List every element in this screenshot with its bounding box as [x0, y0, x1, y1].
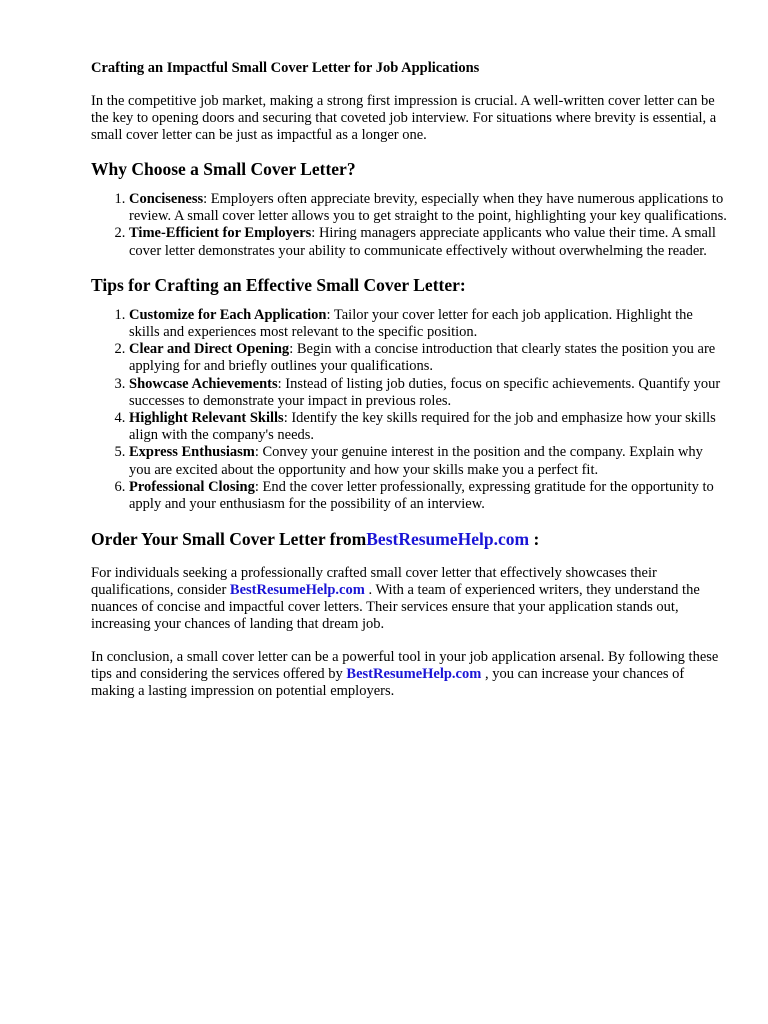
- order-paragraph-text-before: For individuals seeking a professionally crafted small cover letter that effectively showcases their qualifications, consider: [91, 565, 657, 599]
- list-item-text: : Identify the key skills required for the job and emphasize how your skills align with the company's needs.: [129, 410, 716, 444]
- list-item: [129, 191, 727, 225]
- list-item-text: : Instead of listing job duties, focus on specific achievements. Quantify your successes to demonstrate your impact in previous roles.: [129, 375, 721, 409]
- tips-heading: Tips for Crafting an Effective Small Cover Letter:: [91, 274, 466, 295]
- conclusion-paragraph: [91, 649, 727, 700]
- intro-paragraph: In the competitive job market, making a strong first impression is crucial. A well-written cover letter can be the key to opening doors and securing that coveted job interview. For situations where brevity is essential, a small cover letter can be just as impactful as a longer one.: [91, 93, 717, 143]
- list-item-term: Express Enthusiasm: [129, 444, 255, 461]
- conclusion-link[interactable]: BestResumeHelp.com: [346, 666, 482, 683]
- list-item: [129, 225, 727, 259]
- list-item-term: Clear and Direct Opening: [129, 341, 290, 358]
- order-paragraph-text-after: . With a team of experienced writers, they understand the nuances of concise and impactful cover letters. Their services ensure that your application stands out, increasing your chances of landing that dream job.: [91, 582, 700, 633]
- list-item: [129, 479, 727, 513]
- list-item: [129, 307, 727, 341]
- why-heading: Why Choose a Small Cover Letter?: [91, 159, 356, 179]
- document-page: [91, 58, 727, 700]
- conclusion-text-before: In conclusion, a small cover letter can be a powerful tool in your job application arsenal. By following these tips and considering the services offered by: [91, 649, 719, 683]
- order-paragraph: [91, 565, 727, 633]
- conclusion-text-after: , you can increase your chances of making a lasting impression on potential employers.: [91, 666, 685, 700]
- list-item-text: : Convey your genuine interest in the position and the company. Explain why you are excited about the opportunity and how your skills make you a perfect fit.: [129, 444, 703, 478]
- order-heading: [91, 528, 727, 550]
- list-item-text: : Tailor your cover letter for each job application. Highlight the skills and experiences most relevant to the specific position.: [129, 306, 693, 341]
- order-heading-suffix: :: [529, 529, 540, 550]
- list-item-text: : End the cover letter professionally, expressing gratitude for the opportunity to apply and your enthusiasm for the possibility of an interview.: [129, 478, 714, 513]
- list-item-term: Highlight Relevant Skills: [129, 410, 284, 427]
- list-item-term: Time-Efficient for Employers: [129, 225, 312, 242]
- list-item-term: Conciseness: [129, 191, 204, 207]
- list-item-term: Professional Closing: [129, 478, 255, 495]
- list-item-text: : Employers often appreciate brevity, especially when they have numerous applications to review. A small cover letter allows you to get straight to the point, highlighting your key qualifications.: [129, 191, 727, 225]
- list-item: [129, 444, 727, 478]
- order-heading-link[interactable]: BestResumeHelp.com: [366, 529, 530, 550]
- list-item-text: : Hiring managers appreciate applicants who value their time. A small cover letter demonstrates your ability to communicate effectively without overwhelming the reader.: [129, 225, 716, 259]
- list-item: [129, 376, 727, 410]
- tips-list: [91, 307, 727, 513]
- list-item: [129, 341, 727, 375]
- why-list: [91, 191, 727, 260]
- list-item-term: Showcase Achievements: [129, 375, 278, 392]
- order-paragraph-link[interactable]: BestResumeHelp.com: [229, 582, 365, 599]
- order-heading-text: Order Your Small Cover Letter from: [91, 529, 367, 550]
- list-item-text: : Begin with a concise introduction that clearly states the position you are applying for and briefly outlines your qualifications.: [129, 341, 716, 375]
- list-item: [129, 410, 727, 444]
- list-item-term: Customize for Each Application: [129, 306, 327, 323]
- document-title: Crafting an Impactful Small Cover Letter for Job Applications: [91, 60, 480, 76]
